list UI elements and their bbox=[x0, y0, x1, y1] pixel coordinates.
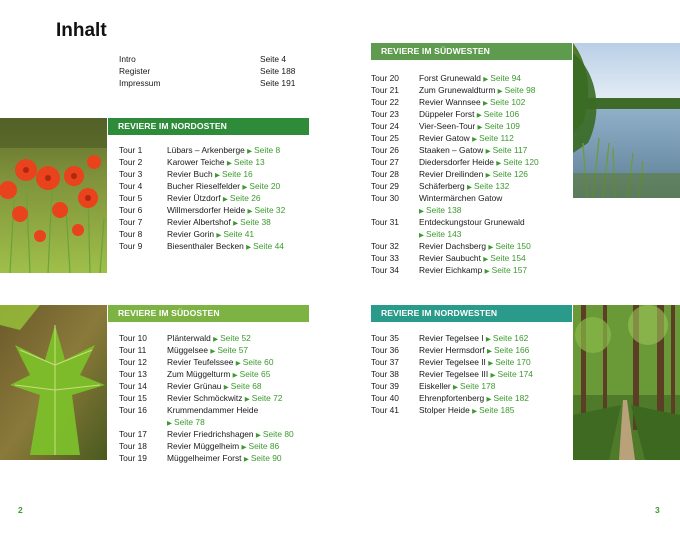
arrow-icon: ▶ bbox=[488, 244, 494, 251]
section-header-nordosten: REVIERE IM NORDOSTEN bbox=[108, 118, 309, 135]
tour-name: Revier Dreilinden bbox=[419, 169, 484, 179]
arrow-icon: ▶ bbox=[486, 348, 492, 355]
arrow-icon: ▶ bbox=[472, 408, 478, 415]
tour-page: Seite 52 bbox=[220, 333, 251, 343]
tour-number: Tour 41 bbox=[371, 405, 399, 415]
tour-number: Tour 31 bbox=[371, 217, 399, 227]
entry-label: Intro bbox=[119, 54, 136, 64]
tour-name: Stolper Heide bbox=[419, 405, 470, 415]
tour-name: Revier Müggelheim bbox=[167, 441, 240, 451]
tour-page: Seite 60 bbox=[242, 357, 274, 367]
arrow-icon: ▶ bbox=[466, 184, 472, 191]
tour-page: Seite 166 bbox=[493, 345, 530, 355]
tour-name: Revier Gatow bbox=[419, 133, 470, 143]
arrow-icon: ▶ bbox=[210, 348, 216, 355]
list-item[interactable] bbox=[119, 65, 309, 77]
tour-name: Revier Hermsdorf bbox=[419, 345, 485, 355]
tour-page: Seite 154 bbox=[490, 253, 526, 263]
section-header-suedwesten: REVIERE IM SÜDWESTEN bbox=[371, 43, 572, 60]
arrow-icon: ▶ bbox=[472, 136, 478, 143]
section-header-suedosten: REVIERE IM SÜDOSTEN bbox=[108, 305, 309, 322]
tour-page: Seite 98 bbox=[504, 85, 536, 95]
tour-page: Seite 72 bbox=[251, 393, 283, 403]
tour-number: Tour 13 bbox=[119, 369, 147, 379]
tour-number: Tour 25 bbox=[371, 133, 399, 143]
tour-name: Schäferberg bbox=[419, 181, 465, 191]
tour-name: Lübars – Arkenberge bbox=[167, 145, 245, 155]
tour-page: Seite 80 bbox=[262, 429, 294, 439]
tour-number: Tour 2 bbox=[119, 157, 143, 167]
arrow-icon: ▶ bbox=[485, 148, 491, 155]
tour-number: Tour 17 bbox=[119, 429, 147, 439]
entry-label: Impressum bbox=[119, 78, 161, 88]
tour-page: Seite 120 bbox=[503, 157, 539, 167]
arrow-icon: ▶ bbox=[486, 396, 492, 403]
tour-page: Seite 178 bbox=[459, 381, 496, 391]
tour-page: Seite 8 bbox=[254, 145, 281, 155]
arrow-icon: ▶ bbox=[483, 256, 489, 263]
tour-page: Seite 162 bbox=[492, 333, 529, 343]
tour-number: Tour 14 bbox=[119, 381, 147, 391]
tour-number: Tour 23 bbox=[371, 109, 399, 119]
tour-page: Seite 182 bbox=[493, 393, 529, 403]
arrow-icon: ▶ bbox=[497, 88, 503, 95]
tour-number: Tour 37 bbox=[371, 357, 399, 367]
tour-name: Forst Grunewald bbox=[419, 73, 481, 83]
tour-name: Revier Tegelsee I bbox=[419, 333, 484, 343]
tour-page: Seite 138 bbox=[426, 205, 462, 215]
arrow-icon: ▶ bbox=[483, 76, 489, 83]
tour-page: Seite 132 bbox=[473, 181, 510, 191]
tour-name: Revier Eichkamp bbox=[419, 265, 483, 275]
tour-page: Seite 41 bbox=[223, 229, 255, 239]
page-title: Inhalt bbox=[56, 20, 107, 41]
tour-name: Revier Tegelsee III bbox=[419, 369, 489, 379]
arrow-icon: ▶ bbox=[242, 184, 248, 191]
tour-number: Tour 18 bbox=[119, 441, 147, 451]
tour-name: Revier Tegelsee II bbox=[419, 357, 486, 367]
tour-page: Seite 102 bbox=[489, 97, 526, 107]
arrow-icon: ▶ bbox=[477, 124, 483, 131]
arrow-icon: ▶ bbox=[496, 160, 502, 167]
tour-page: Seite 94 bbox=[490, 73, 521, 83]
page-number-left: 2 bbox=[18, 505, 23, 515]
arrow-icon: ▶ bbox=[214, 172, 220, 179]
arrow-icon: ▶ bbox=[243, 456, 249, 463]
arrow-icon: ▶ bbox=[226, 160, 232, 167]
tour-page: Seite 38 bbox=[240, 217, 271, 227]
tour-name: Revier Schmöckwitz bbox=[167, 393, 243, 403]
tour-name: Karower Teiche bbox=[167, 157, 225, 167]
lake-reeds-photo bbox=[573, 43, 680, 198]
tour-name: Revier Ützdorf bbox=[167, 193, 221, 203]
tour-number: Tour 19 bbox=[119, 453, 147, 463]
tour-name: Revier Friedrichshagen bbox=[167, 429, 254, 439]
tour-page: Seite 78 bbox=[174, 417, 205, 427]
tour-name: Müggelsee bbox=[167, 345, 208, 355]
tour-name: Eiskeller bbox=[419, 381, 451, 391]
entry-page: Seite 191 bbox=[260, 78, 296, 88]
tour-page: Seite 170 bbox=[495, 357, 531, 367]
tour-name: Revier Grünau bbox=[167, 381, 222, 391]
tour-number: Tour 8 bbox=[119, 229, 143, 239]
tour-name: Diedersdorfer Heide bbox=[419, 157, 494, 167]
tour-page: Seite 150 bbox=[495, 241, 531, 251]
tour-name: Willmersdorfer Heide bbox=[167, 205, 246, 215]
tour-page: Seite 157 bbox=[491, 265, 528, 275]
poppy-field-photo bbox=[0, 118, 107, 273]
arrow-icon: ▶ bbox=[488, 360, 494, 367]
tour-page: Seite 13 bbox=[233, 157, 265, 167]
maple-leaf-photo bbox=[0, 305, 107, 460]
tour-number: Tour 26 bbox=[371, 145, 399, 155]
tour-name: Revier Gorin bbox=[167, 229, 215, 239]
tour-name: Revier Albertshof bbox=[167, 217, 231, 227]
arrow-icon: ▶ bbox=[452, 384, 458, 391]
tour-name: Bucher Rieselfelder bbox=[167, 181, 241, 191]
arrow-icon: ▶ bbox=[484, 268, 490, 275]
tour-name: Entdeckungstour Grunewald bbox=[419, 217, 525, 227]
tour-name: Düppeler Forst bbox=[419, 109, 475, 119]
tour-name: Revier Buch bbox=[167, 169, 213, 179]
entry-label: Register bbox=[119, 66, 151, 76]
tour-page: Seite 44 bbox=[253, 241, 284, 251]
list-item[interactable] bbox=[119, 77, 309, 89]
tour-name: Vier-Seen-Tour bbox=[419, 121, 476, 131]
arrow-icon: ▶ bbox=[246, 244, 252, 251]
tour-number: Tour 32 bbox=[371, 241, 399, 251]
tour-name: Revier Dachsberg bbox=[419, 241, 487, 251]
tour-number: Tour 22 bbox=[371, 97, 399, 107]
tour-number: Tour 1 bbox=[119, 145, 143, 155]
tour-number: Tour 38 bbox=[371, 369, 399, 379]
forest-path-photo bbox=[573, 305, 680, 460]
tour-page: Seite 57 bbox=[217, 345, 249, 355]
tour-number: Tour 29 bbox=[371, 181, 399, 191]
tour-number: Tour 12 bbox=[119, 357, 147, 367]
tour-name: Müggelheimer Forst bbox=[167, 453, 242, 463]
tour-page: Seite 174 bbox=[497, 369, 533, 379]
tour-page: Seite 65 bbox=[239, 369, 271, 379]
tour-page: Seite 112 bbox=[479, 133, 514, 143]
tour-number: Tour 3 bbox=[119, 169, 143, 179]
tour-number: Tour 24 bbox=[371, 121, 399, 131]
list-item[interactable] bbox=[119, 53, 309, 65]
arrow-icon: ▶ bbox=[167, 420, 172, 427]
tour-number: Tour 33 bbox=[371, 253, 399, 263]
tour-name: Plänterwald bbox=[167, 333, 211, 343]
tour-number: Tour 30 bbox=[371, 193, 399, 203]
tour-number: Tour 28 bbox=[371, 169, 399, 179]
tour-page: Seite 90 bbox=[250, 453, 282, 463]
tour-page: Seite 68 bbox=[230, 381, 262, 391]
tour-page: Seite 126 bbox=[492, 169, 528, 179]
tour-number: Tour 39 bbox=[371, 381, 399, 391]
tour-page: Seite 185 bbox=[479, 405, 515, 415]
arrow-icon: ▶ bbox=[216, 232, 222, 239]
arrow-icon: ▶ bbox=[490, 372, 496, 379]
entry-page: Seite 4 bbox=[260, 54, 287, 64]
tour-number: Tour 5 bbox=[119, 193, 143, 203]
tour-page: Seite 117 bbox=[492, 145, 528, 155]
tour-name: Zum Müggelturm bbox=[167, 369, 231, 379]
section-header-nordwesten: REVIERE IM NORDWESTEN bbox=[371, 305, 572, 322]
arrow-icon: ▶ bbox=[223, 384, 229, 391]
tour-name: Zum Grunewaldturm bbox=[419, 85, 496, 95]
arrow-icon: ▶ bbox=[485, 336, 491, 343]
tour-page: Seite 109 bbox=[484, 121, 520, 131]
arrow-icon: ▶ bbox=[213, 336, 219, 343]
tour-number: Tour 10 bbox=[119, 333, 147, 343]
tour-number: Tour 40 bbox=[371, 393, 399, 403]
arrow-icon: ▶ bbox=[485, 172, 491, 179]
tour-number: Tour 35 bbox=[371, 333, 399, 343]
arrow-icon: ▶ bbox=[232, 372, 238, 379]
tour-number: Tour 7 bbox=[119, 217, 143, 227]
tour-number: Tour 16 bbox=[119, 405, 147, 415]
tour-number: Tour 20 bbox=[371, 73, 399, 83]
arrow-icon: ▶ bbox=[233, 220, 239, 227]
tour-page: Seite 26 bbox=[229, 193, 261, 203]
tour-number: Tour 15 bbox=[119, 393, 147, 403]
arrow-icon: ▶ bbox=[419, 208, 424, 215]
tour-page: Seite 32 bbox=[254, 205, 286, 215]
arrow-icon: ▶ bbox=[241, 444, 247, 451]
arrow-icon: ▶ bbox=[222, 196, 228, 203]
tour-page: Seite 106 bbox=[483, 109, 520, 119]
arrow-icon: ▶ bbox=[482, 100, 488, 107]
tour-number: Tour 34 bbox=[371, 265, 399, 275]
arrow-icon: ▶ bbox=[244, 396, 250, 403]
tour-number: Tour 4 bbox=[119, 181, 143, 191]
tour-page: Seite 20 bbox=[249, 181, 281, 191]
tour-name: Staaken – Gatow bbox=[419, 145, 484, 155]
tour-name: Krummendammer Heide bbox=[167, 405, 259, 415]
page-number-right: 3 bbox=[655, 505, 660, 515]
tour-name: Biesenthaler Becken bbox=[167, 241, 244, 251]
tour-number: Tour 11 bbox=[119, 345, 147, 355]
arrow-icon: ▶ bbox=[255, 432, 261, 439]
tour-name: Wintermärchen Gatow bbox=[419, 193, 503, 203]
tour-name: Revier Wannsee bbox=[419, 97, 481, 107]
arrow-icon: ▶ bbox=[247, 148, 253, 155]
tour-page: Seite 16 bbox=[221, 169, 253, 179]
tour-number: Tour 21 bbox=[371, 85, 399, 95]
arrow-icon: ▶ bbox=[247, 208, 253, 215]
entry-page: Seite 188 bbox=[260, 66, 296, 76]
tour-number: Tour 9 bbox=[119, 241, 143, 251]
arrow-icon: ▶ bbox=[235, 360, 241, 367]
arrow-icon: ▶ bbox=[419, 232, 424, 239]
arrow-icon: ▶ bbox=[476, 112, 482, 119]
tour-number: Tour 36 bbox=[371, 345, 399, 355]
tour-name: Revier Saubucht bbox=[419, 253, 481, 263]
tour-page: Seite 86 bbox=[248, 441, 280, 451]
tour-name: Revier Teufelssee bbox=[167, 357, 234, 367]
tour-number: Tour 27 bbox=[371, 157, 399, 167]
tour-page: Seite 143 bbox=[426, 229, 462, 239]
tour-number: Tour 6 bbox=[119, 205, 143, 215]
tour-name: Ehrenpfortenberg bbox=[419, 393, 485, 403]
